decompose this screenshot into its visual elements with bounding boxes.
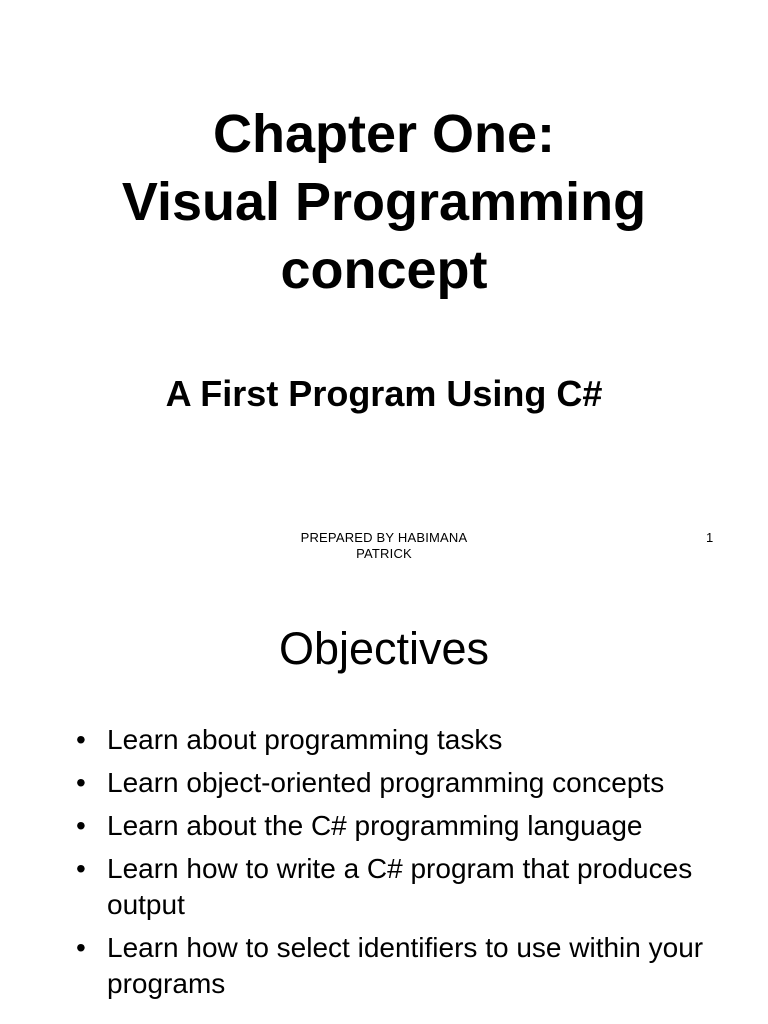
list-item: [76, 765, 736, 801]
list-item: [76, 930, 736, 1002]
objectives-list: [76, 722, 736, 1009]
title-line: concept: [280, 240, 488, 300]
list-item-text: Learn how to write a C# program that produces output: [107, 853, 693, 920]
bullet-icon: •: [76, 853, 86, 884]
list-item-text: Learn about programming tasks: [107, 724, 503, 755]
title-line: Visual Programming: [121, 172, 647, 232]
list-item-text: Learn about the C# programming language: [107, 810, 643, 841]
list-item: [76, 851, 736, 923]
page-number: 1: [706, 530, 714, 545]
bullet-icon: •: [76, 724, 86, 755]
slide-title-heading: [0, 100, 768, 304]
bullet-icon: •: [76, 767, 86, 798]
bullet-icon: •: [76, 932, 86, 963]
list-item-text: Learn object-oriented programming concepts: [107, 767, 665, 798]
slide-subtitle: A First Program Using C#: [165, 373, 603, 414]
list-item: [76, 808, 736, 844]
footer-line: PREPARED BY HABIMANA: [300, 530, 468, 545]
slide-footer: [284, 530, 484, 562]
slide-objectives: [0, 576, 768, 1024]
objectives-heading: Objectives: [278, 623, 490, 674]
footer-line: PATRICK: [356, 546, 412, 561]
bullet-icon: •: [76, 810, 86, 841]
title-line: Chapter One:: [212, 104, 556, 164]
list-item: [76, 722, 736, 758]
list-item-text: Learn how to select identifiers to use within your programs: [107, 932, 704, 999]
